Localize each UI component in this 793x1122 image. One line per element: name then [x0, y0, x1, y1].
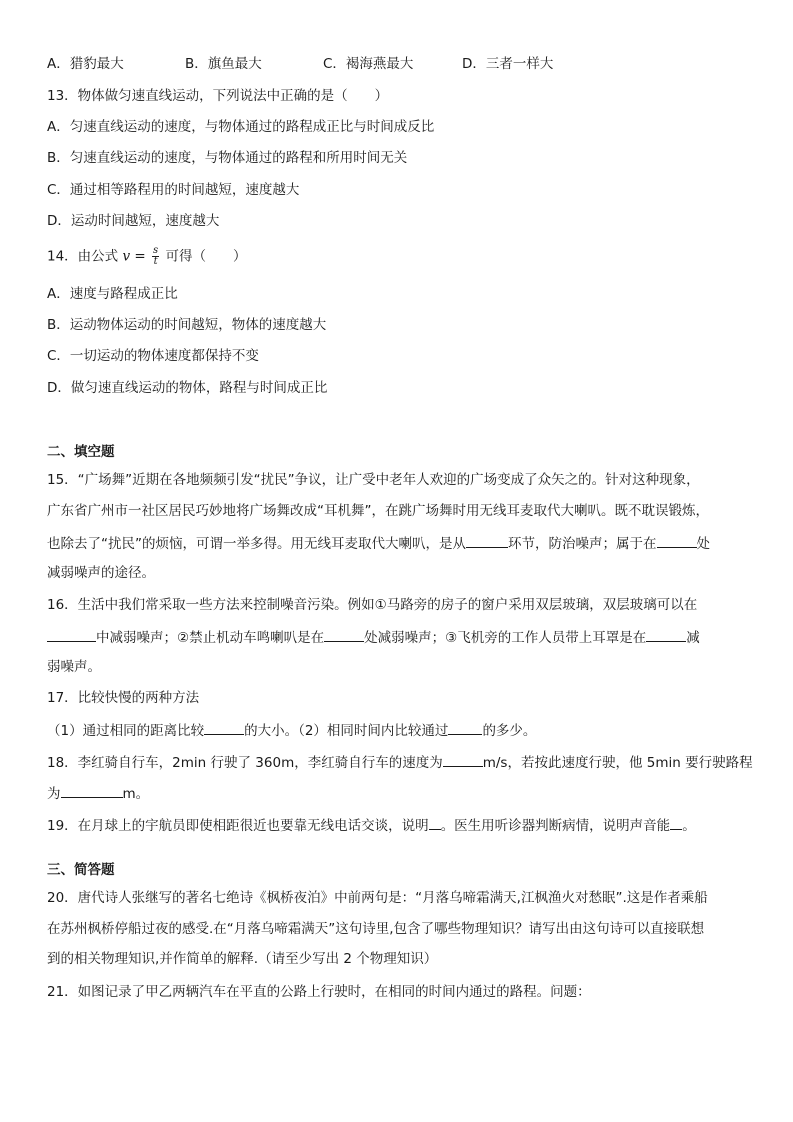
q14-option-c: C．一切运动的物体速度都保持不变	[47, 348, 259, 364]
q19-text-a: 19．在月球上的宇航员即使相距很近也要靠无线电话交谈，说明	[47, 818, 429, 834]
q15-line-4: 减弱噪声的途径。	[47, 565, 155, 581]
section-2-heading: 二、填空题	[47, 444, 115, 460]
formula-denominator: t	[153, 256, 158, 267]
q17-blank-2[interactable]	[448, 720, 482, 735]
q16-blank-2[interactable]	[324, 627, 364, 642]
q14-option-a: A．速度与路程成正比	[47, 286, 178, 302]
q17-text-a: （1）通过相同的距离比较	[47, 723, 205, 739]
q14-suffix: 可得（ ）	[165, 248, 247, 265]
q17-line-1	[47, 720, 536, 740]
q20-line-1: 20．唐代诗人张继写的著名七绝诗《枫桥夜泊》中前两句是：“月落乌啼霜满天,江枫渔火对愁眠”.这是作者乘船	[47, 890, 708, 906]
q18-text-c: 为	[47, 786, 61, 802]
q14-stem	[47, 246, 246, 267]
q12-option-d: D．三者一样大	[462, 56, 554, 72]
q12-option-a: A．猎豹最大	[47, 56, 124, 72]
q15-blank-2[interactable]	[657, 533, 697, 548]
q15-line-2: 广东省广州市一社区居民巧妙地将广场舞改成“耳机舞”，在跳广场舞时用无线耳麦取代大喇叭。既不耽误锻炼，	[47, 503, 709, 519]
q14-prefix: 14．由公式	[47, 248, 119, 265]
q16-text-c: 减	[686, 630, 700, 646]
q13-option-c: C．通过相等路程用的时间越短，速度越大	[47, 182, 300, 198]
q13-option-b: B．匀速直线运动的速度，与物体通过的路程和所用时间无关	[47, 150, 408, 166]
formula-equals: =	[134, 248, 146, 265]
q20-line-2: 在苏州枫桥停船过夜的感受.在“月落乌啼霜满天”这句诗里,包含了哪些物理知识？请写出由这句诗可以直接联想	[47, 921, 705, 937]
q16-line-1: 16．生活中我们常采取一些方法来控制噪音污染。例如①马路旁的房子的窗户采用双层玻璃，双层玻璃可以在	[47, 597, 698, 613]
q18-text-d: m。	[122, 786, 150, 802]
q17-text-c: 的多少。	[482, 723, 537, 739]
formula-fraction	[152, 246, 159, 267]
q14-option-d: D．做匀速直线运动的物体，路程与时间成正比	[47, 380, 328, 396]
q17-stem: 17．比较快慢的两种方法	[47, 690, 200, 706]
q21-line-1: 21．如图记录了甲乙两辆汽车在平直的公路上行驶时，在相同的时间内通过的路程。问题：	[47, 984, 591, 1000]
q19-blank-2[interactable]	[670, 815, 682, 830]
q12-option-c: C．褐海燕最大	[323, 56, 414, 72]
q19-text-b: 。医生用听诊器判断病情，说明声音能	[440, 818, 671, 834]
q17-blank-1[interactable]	[204, 720, 244, 735]
q16-blank-3[interactable]	[646, 627, 686, 642]
q13-stem: 13．物体做匀速直线运动，下列说法中正确的是（ ）	[47, 88, 389, 104]
formula-numerator: s	[153, 245, 159, 256]
q15-text-c: 处	[696, 536, 710, 552]
q19-text-c: 。	[682, 818, 696, 834]
q19-line	[47, 815, 696, 835]
q15-blank-1[interactable]	[466, 533, 508, 548]
q13-option-a: A．匀速直线运动的速度，与物体通过的路程成正比与时间成反比	[47, 119, 435, 135]
q20-line-3: 到的相关物理知识,并作简单的解释.（请至少写出 2 个物理知识）	[47, 951, 438, 967]
section-3-heading: 三、简答题	[47, 862, 115, 878]
q16-text-a: 中减弱噪声；②禁止机动车鸣喇叭是在	[96, 630, 325, 646]
q16-line-2	[47, 627, 700, 647]
formula-velocity: v	[122, 248, 131, 265]
q18-blank-2[interactable]	[61, 783, 123, 798]
q13-option-d: D．运动时间越短，速度越大	[47, 213, 220, 229]
q15-line-3	[47, 533, 710, 553]
q14-option-b: B．运动物体运动的时间越短，物体的速度越大	[47, 317, 327, 333]
q16-text-b: 处减弱噪声；③飞机旁的工作人员带上耳罩是在	[364, 630, 647, 646]
q15-text-a: 也除去了“扰民”的烦恼，可谓一举多得。用无线耳麦取代大喇叭，是从	[47, 536, 466, 552]
q12-option-b: B．旗鱼最大	[185, 56, 262, 72]
q15-line-1: 15．“广场舞”近期在各地频频引发“扰民”争议，让广受中老年人欢迎的广场变成了众矢之的。针对这种现象，	[47, 472, 700, 488]
q18-line-1	[47, 752, 753, 772]
q19-blank-1[interactable]	[429, 815, 441, 830]
q15-text-b: 环节，防治噪声；属于在	[508, 536, 657, 552]
q16-line-3: 弱噪声。	[47, 659, 101, 675]
q17-text-b: 的大小。（2）相同时间内比较通过	[244, 723, 449, 739]
q18-text-b: m/s，若按此速度行驶，他 5min 要行驶路程	[482, 755, 753, 771]
q18-line-2	[47, 783, 149, 803]
q18-blank-1[interactable]	[443, 752, 483, 767]
q16-blank-1[interactable]	[47, 627, 96, 642]
q18-text-a: 18．李红骑自行车，2min 行驶了 360m，李红骑自行车的速度为	[47, 755, 443, 771]
